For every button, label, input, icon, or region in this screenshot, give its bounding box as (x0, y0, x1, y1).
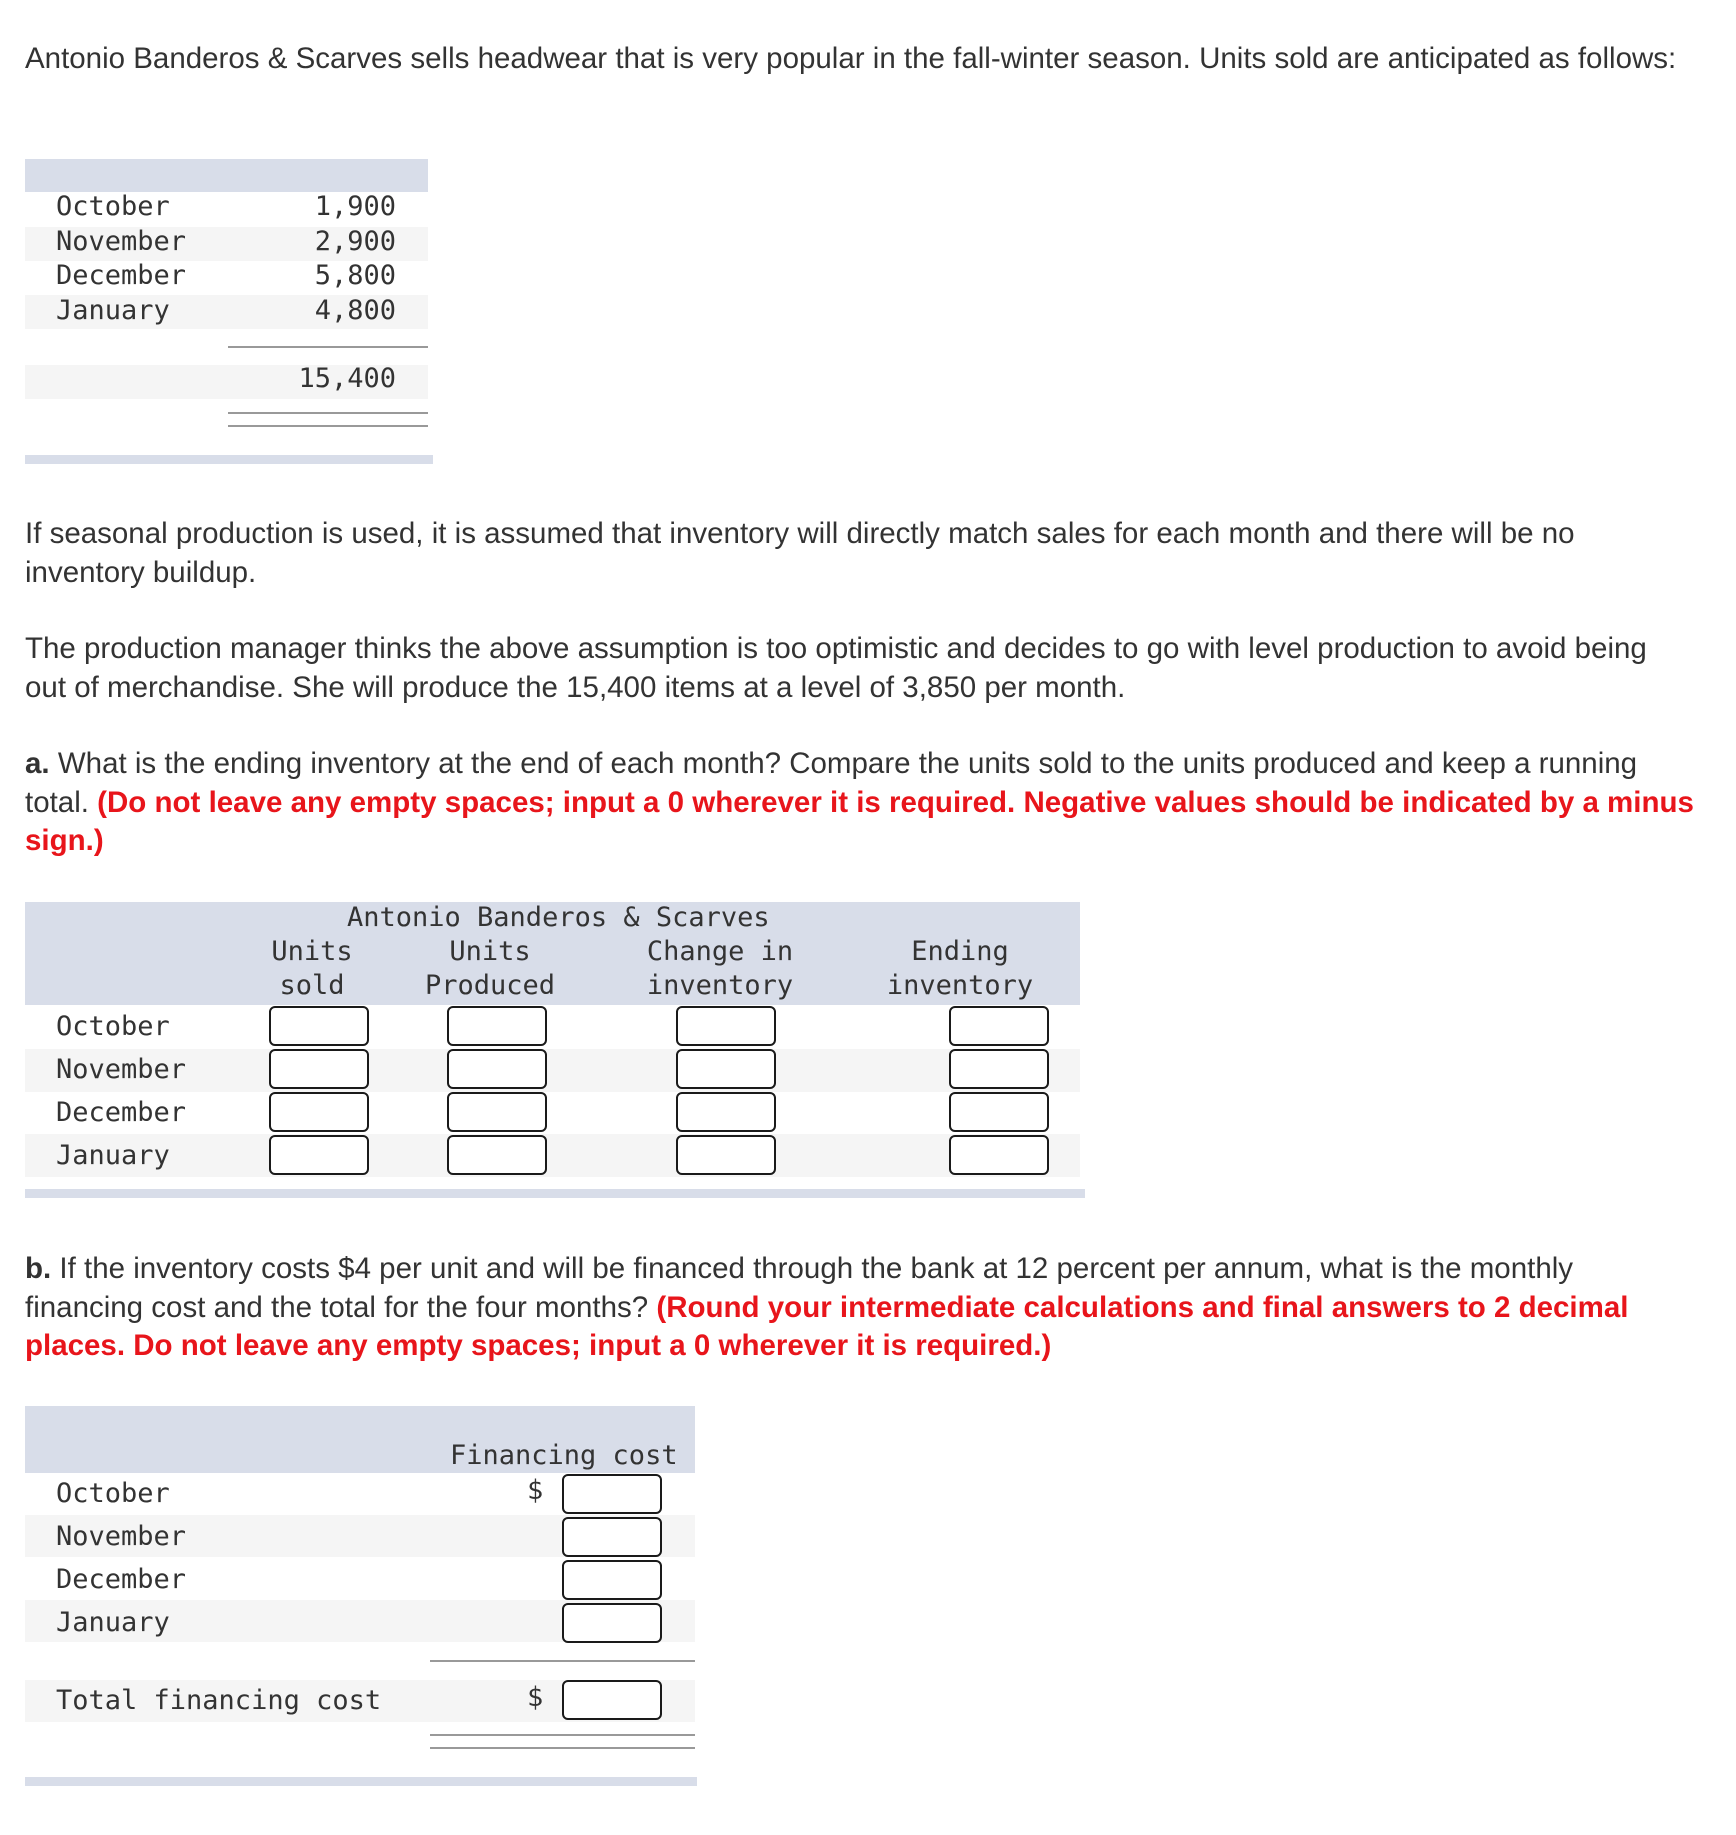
col-header-ending-inventory-line2: inventory (886, 970, 1034, 1001)
january-change-inventory-input[interactable] (676, 1135, 776, 1175)
inventory-month: January (56, 1140, 170, 1171)
sales-table-header (25, 159, 428, 192)
sales-month: November (56, 226, 187, 257)
total-double-rule-bottom (228, 425, 428, 427)
col-header-ending-inventory: Ending (911, 936, 1009, 967)
financing-month: October (56, 1478, 170, 1509)
sales-month: October (56, 191, 170, 222)
part-b-label: b. (25, 1252, 52, 1285)
november-units-sold-input[interactable] (269, 1049, 369, 1089)
dollar-sign: $ (527, 1682, 544, 1713)
sales-month: January (56, 295, 170, 326)
december-units-sold-input[interactable] (269, 1092, 369, 1132)
december-units-produced-input[interactable] (447, 1092, 547, 1132)
january-units-produced-input[interactable] (447, 1135, 547, 1175)
january-ending-inventory-input[interactable] (949, 1135, 1049, 1175)
intro-text: Antonio Banderos & Scarves sells headwear that is very popular in the fall-winter season. Units sold are anticipated as follows: (25, 42, 1677, 75)
november-change-inventory-input[interactable] (676, 1049, 776, 1089)
table-end-bar (25, 455, 433, 464)
col-header-change-inventory-line2: inventory (646, 970, 794, 1001)
part-a-label: a. (25, 747, 50, 780)
sales-units: 1,900 (314, 191, 396, 222)
col-header-units-sold: Units (271, 936, 353, 967)
part-a-question (25, 745, 1695, 861)
total-double-rule-top (228, 412, 428, 414)
part-b-text: If the inventory costs $4 per unit and will be financed through the bank at 12 percent per annum, what is the monthly financing cost and the total for the four months? (25, 1252, 1574, 1324)
inventory-month: November (56, 1054, 187, 1085)
sales-month: December (56, 260, 187, 291)
financing-month: January (56, 1607, 170, 1638)
october-change-inventory-input[interactable] (676, 1006, 776, 1046)
col-header-units-sold-line2: sold (279, 970, 345, 1001)
december-change-inventory-input[interactable] (676, 1092, 776, 1132)
january-financing-input[interactable] (562, 1603, 662, 1643)
col-header-units-produced-line2: Produced (424, 970, 556, 1001)
inventory-month: October (56, 1011, 170, 1042)
total-financing-label: Total financing cost (56, 1685, 382, 1716)
col-header-change-inventory: Change in (646, 936, 794, 967)
dollar-sign: $ (527, 1475, 544, 1506)
inventory-row-band (25, 1134, 1080, 1177)
col-header-units-produced: Units (449, 936, 531, 967)
part-a-text: What is the ending inventory at the end of each month? Compare the units sold to the units produced and keep a running total. (25, 747, 1638, 819)
december-ending-inventory-input[interactable] (949, 1092, 1049, 1132)
sales-units: 5,800 (314, 260, 396, 291)
col-header-financing-cost: Financing cost (450, 1440, 678, 1471)
inventory-table-title: Antonio Banderos & Scarves (347, 902, 770, 933)
total-financing-input[interactable] (562, 1680, 662, 1720)
part-b-note: (Round your intermediate calculations and final answers to 2 decimal places. Do not leave any empty spaces; input a 0 wherever it is required.) (25, 1290, 1629, 1362)
october-financing-input[interactable] (562, 1474, 662, 1514)
level-paragraph: The production manager thinks the above assumption is too optimistic and decides to go with level production to avoid being out of merchandise. She will produce the 15,400 items at a level of 3,850 per month. (25, 632, 1647, 704)
part-b-question (25, 1250, 1695, 1366)
sales-total: 15,400 (298, 363, 396, 394)
january-units-sold-input[interactable] (269, 1135, 369, 1175)
subtotal-rule (430, 1660, 695, 1662)
october-units-produced-input[interactable] (447, 1006, 547, 1046)
part-a-note: (Do not leave any empty spaces; input a 0 wherever it is required. Negative values should be indicated by a minus sign.) (25, 785, 1694, 857)
sales-units: 4,800 (314, 295, 396, 326)
table-end-bar (25, 1189, 1085, 1198)
total-double-rule-top (430, 1734, 695, 1736)
total-double-rule-bottom (430, 1747, 695, 1749)
financing-month: November (56, 1521, 187, 1552)
november-financing-input[interactable] (562, 1517, 662, 1557)
inventory-month: December (56, 1097, 187, 1128)
october-ending-inventory-input[interactable] (949, 1006, 1049, 1046)
november-ending-inventory-input[interactable] (949, 1049, 1049, 1089)
table-end-bar (25, 1777, 697, 1786)
october-units-sold-input[interactable] (269, 1006, 369, 1046)
seasonal-paragraph: If seasonal production is used, it is assumed that inventory will directly match sales for each month and there will be no inventory buildup. (25, 517, 1575, 589)
financing-month: December (56, 1564, 187, 1595)
sales-units: 2,900 (314, 226, 396, 257)
november-units-produced-input[interactable] (447, 1049, 547, 1089)
december-financing-input[interactable] (562, 1560, 662, 1600)
subtotal-rule (228, 346, 428, 348)
